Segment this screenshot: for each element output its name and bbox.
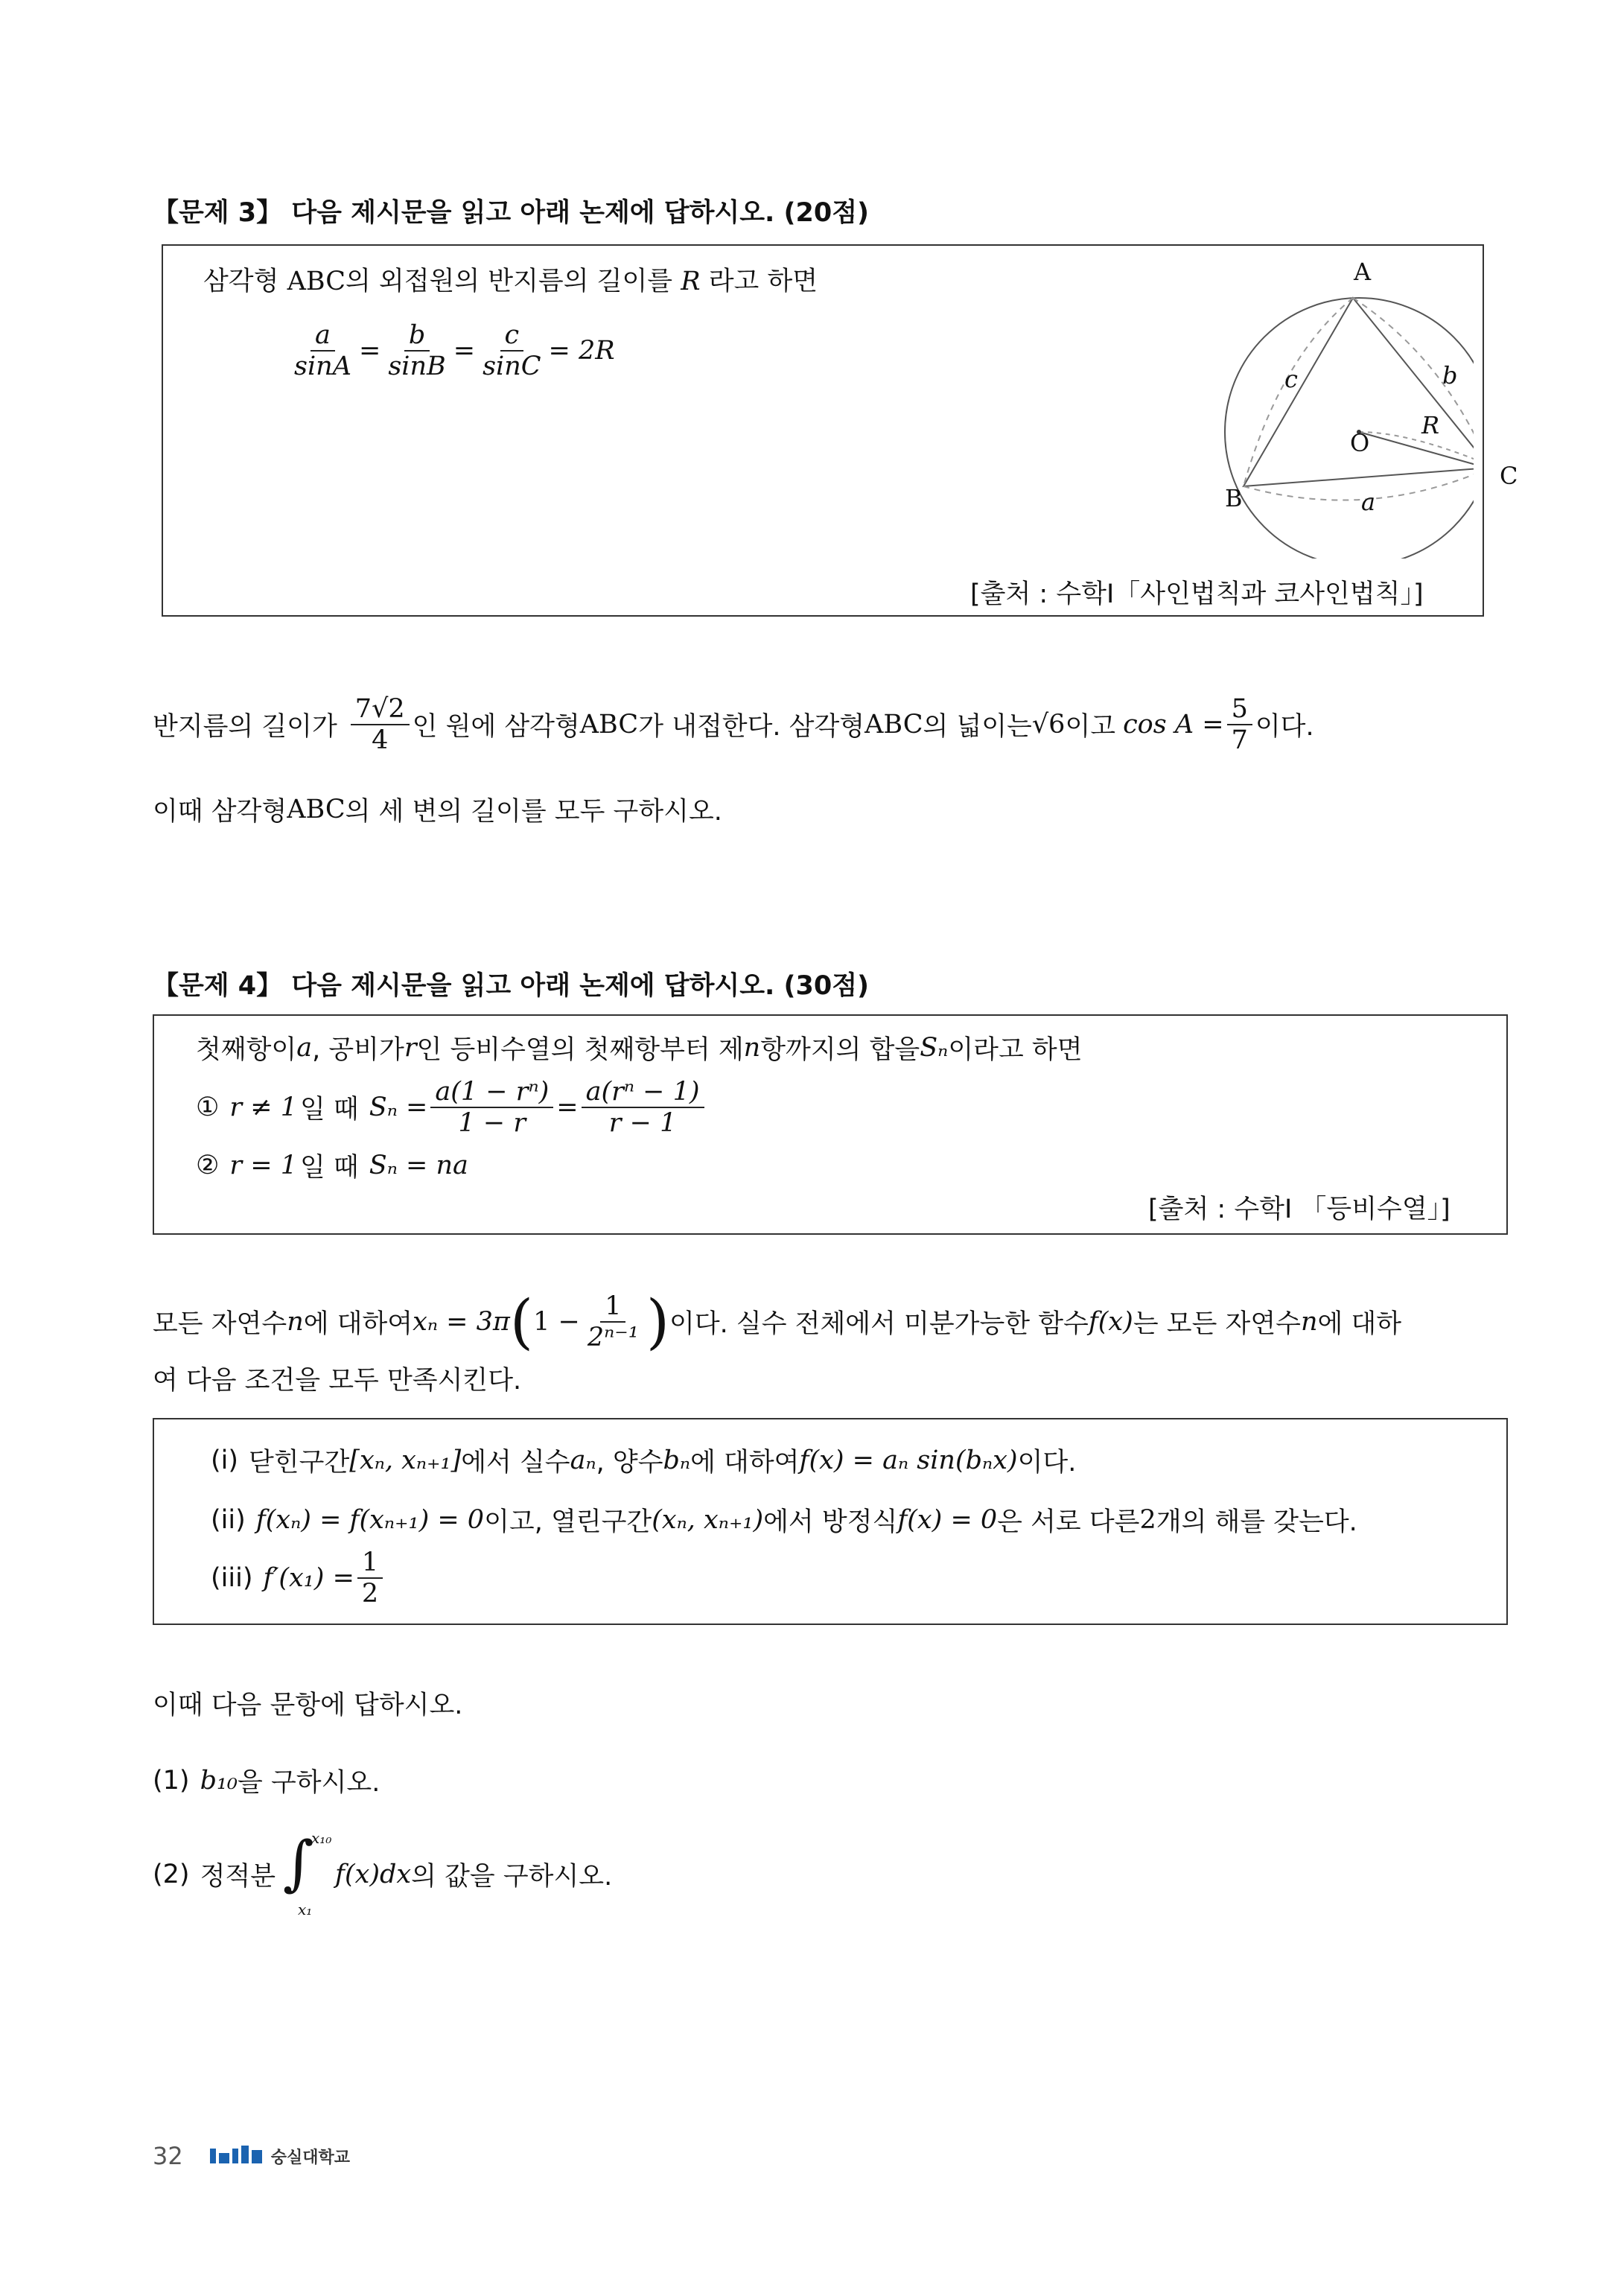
q4-n-2: n [1300,1307,1318,1338]
one-minus: 1 − [533,1307,580,1338]
radius-denominator: 4 [372,725,389,756]
cos-numerator: 5 [1227,694,1252,725]
law-of-sines-intro [203,261,818,298]
numerator-b: b [404,320,430,352]
label-side-c: c [1284,365,1298,393]
problem4-after-text: 이때 다음 문항에 답하시오. [153,1691,463,1720]
problem4-title: 【문제 4】 다음 제시문을 읽고 아래 논제에 답하시오. (30점) [153,971,870,1001]
fraction-b-sinB [383,320,450,382]
q3-text-2: 인 원에 삼각형 [412,712,580,742]
case1-equals: = [556,1093,579,1123]
gs-text-4: 항까지의 합을 [760,1035,920,1065]
q3b-abc: ABC [287,795,346,824]
radius-numerator: 7√2 [351,694,410,725]
gs-Sn: Sₙ [920,1033,949,1063]
gs-a: a [296,1033,313,1063]
footer [153,2142,350,2170]
q4-text-4: 는 모든 자연수 [1133,1309,1301,1340]
radius-fraction [351,694,410,756]
case1-fraction-2 [582,1077,704,1139]
c2-two: 2 [1139,1505,1156,1535]
gs-text-2: , 공비가 [312,1035,404,1065]
equals-1: = [358,336,381,366]
conditions-box [153,1418,1508,1625]
integral-upper-limit: x₁₀ [311,1829,332,1847]
c2-text-3: 은 서로 다른 [997,1507,1140,1537]
q4-text-5: 에 대하 [1317,1309,1402,1340]
q4-n-1: n [287,1307,304,1338]
c2-text-2: 에서 방정식 [763,1507,898,1537]
problem3-question-line1 [153,694,1314,756]
equals-2R: = 2R [548,336,615,366]
c1-text-2: 에서 실수 [461,1448,570,1478]
case1-fraction-1 [430,1077,553,1139]
question-1 [153,1762,380,1799]
page-number: 32 [153,2142,183,2170]
case-r-not-1 [196,1077,707,1139]
gs-text-5: 이라고 하면 [948,1035,1083,1065]
c2-expression-2: f(x) = 0 [897,1505,998,1535]
university-logo-icon [210,2146,264,2166]
question-2 [153,1828,613,1918]
c1-text-1: 닫힌구간 [249,1448,350,1478]
integral-block [283,1828,335,1918]
case2-condition: r = 1 [229,1151,297,1180]
xn-fraction [583,1291,643,1353]
label-A: A [1354,258,1372,286]
case1-condition: r ≠ 1 [229,1093,297,1123]
condition-i-label: (i) [211,1446,239,1475]
q3-text-4: 의 넓이는 [923,712,1032,742]
q3b-text-1: 이때 삼각형 [153,797,287,827]
geometric-series-intro [196,1029,1083,1066]
integrand: f(x)dx [335,1860,412,1889]
gs-n: n [743,1033,761,1063]
gs-text-3: 인 등비수열의 첫째항부터 제 [416,1035,744,1065]
fraction-a-sinA [290,320,356,382]
q4-text-3: 이다. 실수 전체에서 미분가능한 함수 [669,1309,1089,1340]
condition-iii-label: (iii) [211,1563,253,1594]
q3b-text-2: 의 세 변의 길이를 모두 구하시오. [345,797,722,827]
integral-lower-limit: x₁ [298,1901,313,1918]
c3-numerator: 1 [357,1548,383,1579]
law-of-sines-formula [287,320,615,382]
c1-bn: bₙ [663,1446,691,1475]
problem4-question-line1 [153,1287,1402,1357]
intro-text-2: 의 외접원의 반지름의 길이를 [346,267,681,296]
numerator-c: c [500,320,524,352]
cos-fraction [1227,694,1252,756]
condition-ii [211,1501,1357,1539]
case1-f2-denominator: r − 1 [608,1108,677,1139]
q4-text-1: 모든 자연수 [153,1309,287,1340]
c1-text-5: 이다. [1017,1448,1077,1478]
integral-sign: ∫ [283,1828,314,1898]
left-paren: ( [509,1287,534,1357]
c3-denominator: 2 [361,1579,379,1609]
xn-numerator: 1 [600,1291,625,1323]
right-paren: ) [646,1287,670,1357]
label-O: O [1350,429,1370,457]
circumcircle-figure [1057,246,1474,559]
label-side-b: b [1442,361,1458,389]
problem4-question-line2: 여 다음 조건을 모두 만족시킨다. [153,1366,522,1396]
q3-text-6: 이다. [1255,712,1314,742]
gs-text-1: 첫째항이 [196,1035,297,1065]
c1-text-3: , 양수 [596,1448,663,1478]
q1-text: 을 구하시오. [238,1768,380,1798]
c1-text-4: 에 대하여 [690,1448,800,1478]
case1-Sn: Sₙ = [369,1093,428,1123]
radius-line [1359,432,1474,466]
denominator-sinB: sinB [388,352,446,382]
triangle-abc: ABC [287,267,346,296]
case1-text: 일 때 [299,1095,359,1125]
problem3-box [162,244,1518,617]
numerator-a: a [311,320,335,352]
c2-text-1: 이고, 열린구간 [484,1507,652,1537]
denominator-sinA: sinA [294,352,351,382]
q1-b10: b₁₀ [200,1766,238,1796]
problem3-source: [출처 : 수학Ⅰ「사인법칙과 코사인법칙」] [970,579,1424,609]
q3-text-3: 가 내접한다. 삼각형 [638,712,865,742]
cos-A: cos A = [1123,710,1224,740]
university-name: 숭실대학교 [270,2148,350,2167]
q2-text-2: 의 값을 구하시오. [411,1862,613,1892]
c1-an: aₙ [570,1446,596,1475]
label-C: C [1500,462,1518,490]
gs-r: r [404,1033,417,1063]
case2-expression: Sₙ = na [369,1151,468,1180]
q2-label: (2) [153,1860,190,1889]
q1-label: (1) [153,1766,190,1796]
case1-f2-numerator: a(rⁿ − 1) [582,1077,704,1108]
triangle-ABC-shape [1244,298,1474,486]
c3-fraction [357,1548,383,1609]
q4-fx: f(x) [1088,1307,1133,1338]
equals-2: = [453,336,476,366]
c1-interval: [xₙ, xₙ₊₁] [349,1446,462,1475]
c2-interval: (xₙ, xₙ₊₁) [652,1505,764,1535]
problem3-title: 【문제 3】 다음 제시문을 읽고 아래 논제에 답하시오. (20점) [153,198,870,228]
c3-expression: f′(x₁) = [263,1563,354,1594]
case1-f1-numerator: a(1 − rⁿ) [430,1077,553,1108]
area-sqrt6: √6 [1031,710,1066,740]
label-side-a: a [1361,488,1376,516]
condition-ii-label: (ii) [211,1505,246,1535]
q3-text-5: 이고 [1065,712,1116,742]
problem3-question-line2 [153,791,722,828]
condition-i [211,1442,1076,1479]
q4-text-2: 에 대하여 [303,1309,413,1340]
q3-abc-2: ABC [864,710,923,740]
c1-expression: f(x) = aₙ sin(bₙx) [799,1446,1018,1475]
xn-definition: xₙ = 3π [413,1307,510,1338]
label-B: B [1225,484,1243,512]
case2-marker: ② [196,1151,220,1180]
q3-abc-1: ABC [579,710,639,740]
c2-expression-1: f(xₙ) = f(xₙ₊₁) = 0 [255,1505,485,1535]
label-R: R [1421,411,1440,439]
case-r-equals-1 [196,1147,468,1184]
problem4-box [153,1014,1508,1235]
c2-text-4: 개의 해를 갖는다. [1156,1507,1357,1537]
fraction-c-sinC [478,320,545,382]
case1-marker: ① [196,1093,220,1123]
condition-iii [211,1548,386,1609]
intro-text-1: 삼각형 [203,267,287,296]
denominator-sinC: sinC [483,352,541,382]
intro-text-3: 라고 하면 [700,267,818,296]
case1-f1-denominator: 1 − r [458,1108,526,1139]
q3-text-1: 반지름의 길이가 [153,712,337,742]
problem4-source: [출처 : 수학Ⅰ 「등비수열」] [1148,1195,1451,1224]
cos-denominator: 7 [1231,725,1248,756]
q2-text-1: 정적분 [200,1862,276,1892]
xn-denominator: 2ⁿ⁻¹ [587,1323,639,1353]
case2-text: 일 때 [299,1153,359,1183]
radius-R: R [681,267,701,296]
